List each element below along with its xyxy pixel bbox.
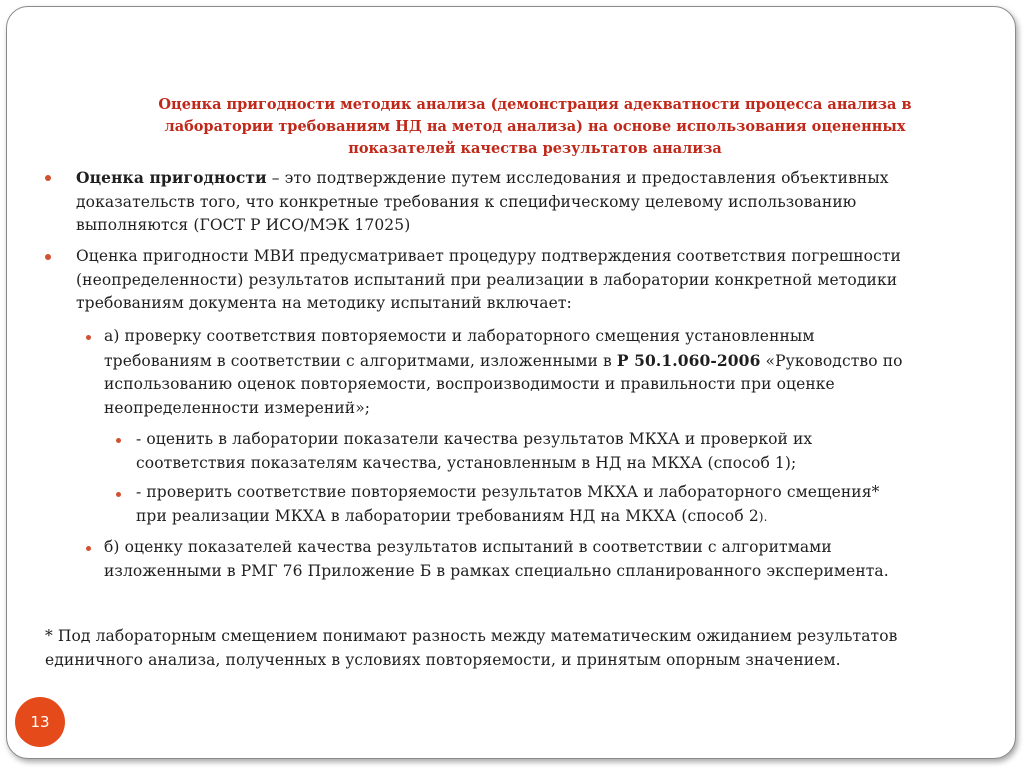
item-a-line-4: неопределенности измерений»; bbox=[104, 398, 371, 417]
item-a-line-2-tail: «Руководство по bbox=[760, 351, 903, 370]
item-a-line-3: использованию оценок повторяемости, воспроизводимости и правильности при оценке bbox=[104, 375, 835, 393]
bullet-dot bbox=[86, 546, 91, 551]
definition-line-3: выполняются (ГОСТ Р ИСО/МЭК 17025) bbox=[76, 216, 411, 234]
item-b bbox=[104, 536, 889, 583]
bullet-dot bbox=[45, 254, 51, 260]
procedure-line-1: Оценка пригодности МВИ предусматривает процедуру подтверждения соответствия погрешности bbox=[76, 247, 901, 265]
item-a2-line-1: - проверить соответствие повторяемости результатов МКХА и лабораторного смещения* bbox=[136, 483, 880, 501]
bullet-dot bbox=[116, 438, 121, 443]
definition-term: Оценка пригодности bbox=[76, 168, 267, 187]
item-a2 bbox=[136, 481, 879, 529]
item-a-line-2: требованиям в соответствии с алгоритмами, изложенными в bbox=[104, 351, 617, 370]
item-a1 bbox=[136, 428, 812, 475]
item-a2-line-2: при реализации МКХА в лаборатории требованиям НД на МКХА (способ 2 bbox=[136, 506, 759, 525]
page-number-badge: 13 bbox=[15, 697, 65, 747]
item-a2-line-2-tail: ). bbox=[758, 509, 768, 524]
bullet-dot bbox=[86, 335, 91, 340]
paragraph-procedure bbox=[76, 245, 901, 316]
bullet-dot bbox=[45, 175, 51, 181]
title-line-1: Оценка пригодности методик анализа (демонстрация адекватности процесса анализа в bbox=[158, 96, 912, 113]
footnote bbox=[45, 625, 897, 672]
paragraph-definition bbox=[76, 166, 889, 238]
definition-line-2: доказательств того, что конкретные требования к специфическому целевому использованию bbox=[76, 192, 857, 211]
item-a1-line-1: - оценить в лаборатории показатели качества результатов МКХА и проверкой их bbox=[136, 430, 813, 448]
title-line-2: лаборатории требованиям НД на метод анализа) на основе использования оцененных bbox=[164, 118, 906, 135]
item-b-line-1: б) оценку показателей качества результатов испытаний в соответствии с алгоритмами bbox=[104, 538, 832, 556]
definition-line-1: – это подтверждение путем исследования и предоставления объективных bbox=[266, 169, 889, 187]
title-line-3: показателей качества результатов анализа bbox=[348, 140, 722, 157]
item-b-line-2: изложенными в РМГ 76 Приложение Б в рамках специально спланированного эксперимента. bbox=[104, 561, 889, 580]
item-a1-line-2: соответствия показателям качества, установленным в НД на МКХА (способ 1); bbox=[136, 453, 797, 472]
item-a-line-1: а) проверку соответствия повторяемости и лабораторного смещения установленным bbox=[104, 327, 815, 345]
footnote-line-1: * Под лабораторным смещением понимают разность между математическим ожиданием результатов bbox=[45, 627, 898, 645]
standard-reference: Р 50.1.060-2006 bbox=[616, 350, 761, 370]
item-a bbox=[104, 325, 903, 420]
footnote-line-2: единичного анализа, полученных в условиях повторяемости, и принятым опорным значением. bbox=[45, 650, 841, 669]
bullet-dot bbox=[116, 492, 121, 497]
procedure-line-2: (неопределенности) результатов испытаний при реализации в лаборатории конкретной методики bbox=[76, 270, 898, 289]
procedure-line-3: требованиям документа на методику испытаний включает: bbox=[76, 294, 572, 312]
